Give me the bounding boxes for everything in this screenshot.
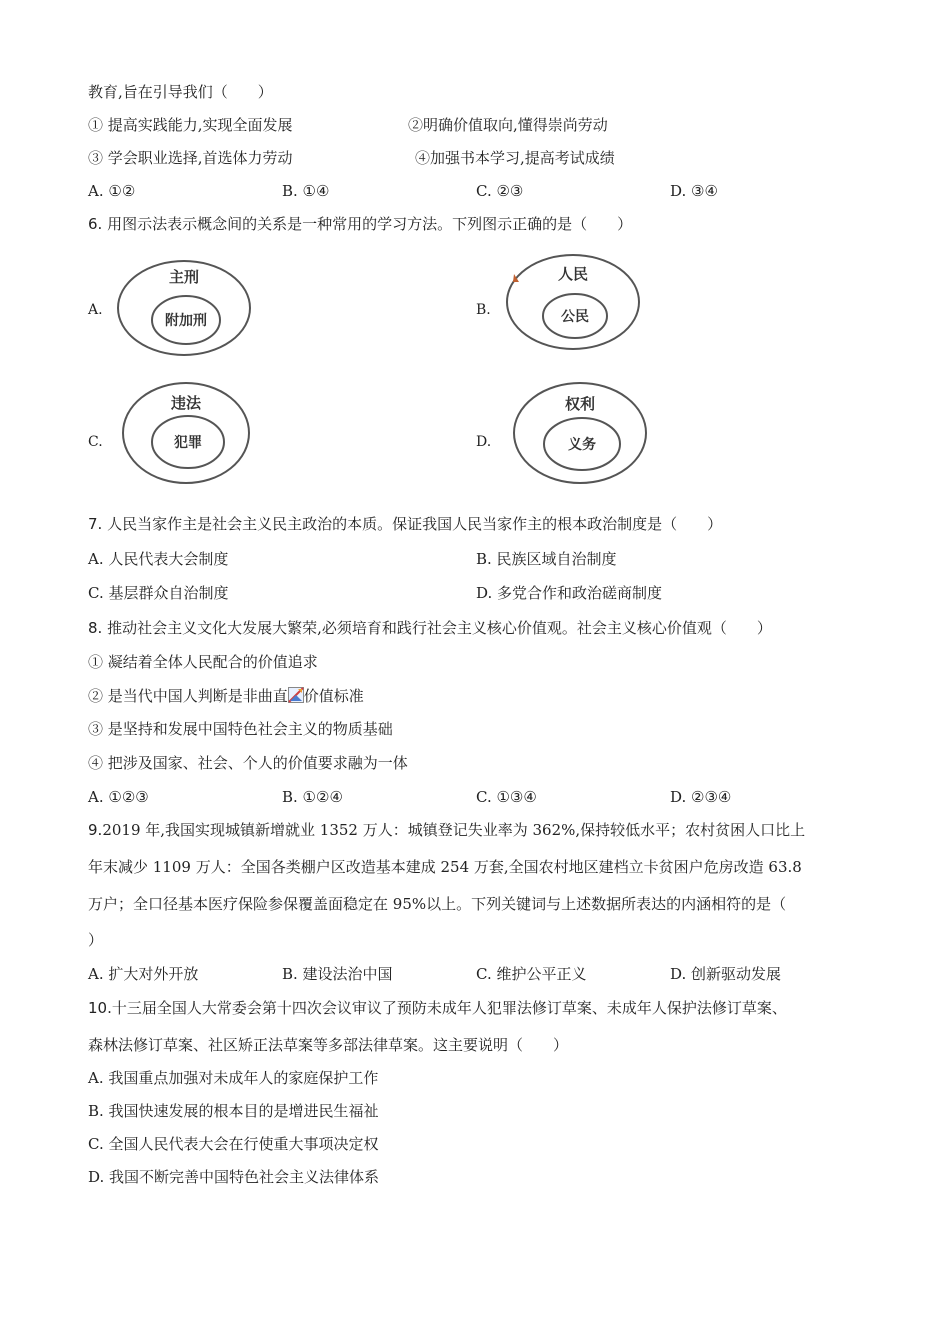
q6-number: 6. — [88, 215, 103, 233]
q8-statement-2 — [88, 686, 364, 706]
q6-stem-text: 用图示法表示概念间的关系是一种常用的学习方法。下列图示正确的是（ ） — [107, 215, 633, 233]
q5-option-a[interactable]: A. ①② — [88, 182, 136, 200]
q8-option-b[interactable]: B. ①②④ — [282, 788, 343, 806]
q5-option-d[interactable]: D. ③④ — [670, 182, 718, 200]
q7-option-d[interactable]: D. 多党合作和政治磋商制度 — [476, 584, 663, 602]
q5-statement-2: ②明确价值取向,懂得崇尚劳动 — [408, 116, 608, 134]
q8-statement-2-part-b: 价值标准 — [303, 687, 364, 705]
q5-option-c[interactable]: C. ②③ — [476, 182, 524, 200]
q5-option-b[interactable]: B. ①④ — [282, 182, 330, 200]
q10-option-c[interactable]: C. 全国人民代表大会在行使重大事项决定权 — [88, 1135, 379, 1153]
q6-diagram-d-outer: 权利 — [564, 395, 596, 413]
q9-line-3: 万户；全口径基本医疗保险参保覆盖面稳定在 95%以上。下列关键词与上述数据所表达的内涵相符的是（ — [88, 895, 787, 913]
q5-statement-1: ① 提高实践能力,实现全面发展 — [88, 116, 293, 134]
q6-diagram-b[interactable] — [505, 252, 641, 352]
q8-statement-3: ③ 是坚持和发展中国特色社会主义的物质基础 — [88, 720, 393, 738]
q6-diagram-d-inner: 义务 — [568, 437, 596, 453]
q6-stem — [88, 214, 632, 234]
q9-number: 9. — [88, 821, 103, 839]
q9-option-c[interactable]: C. 维护公平正义 — [476, 965, 587, 983]
q5-statement-3: ③ 学会职业选择,首选体力劳动 — [88, 149, 293, 167]
q10-line-1 — [88, 998, 787, 1018]
q9-option-a[interactable]: A. 扩大对外开放 — [88, 965, 199, 983]
q10-option-b[interactable]: B. 我国快速发展的根本目的是增进民生福祉 — [88, 1102, 379, 1120]
q8-statement-2-part-a: ② 是当代中国人判断是非曲直 — [88, 687, 288, 705]
q7-option-b[interactable]: B. 民族区域自治制度 — [476, 550, 617, 568]
q8-stem-text: 推动社会主义文化大发展大繁荣,必须培育和践行社会主义核心价值观。社会主义核心价值观（ ） — [107, 619, 772, 637]
q6-diagram-a[interactable] — [116, 258, 252, 358]
q7-option-c[interactable]: C. 基层群众自治制度 — [88, 584, 229, 602]
q8-stem — [88, 618, 772, 638]
q9-option-b[interactable]: B. 建设法治中国 — [282, 965, 393, 983]
q8-statement-1: ① 凝结着全体人民配合的价值追求 — [88, 653, 318, 671]
q10-option-d[interactable]: D. 我国不断完善中国特色社会主义法律体系 — [88, 1168, 380, 1186]
q8-option-c[interactable]: C. ①③④ — [476, 788, 537, 806]
q6-diagram-a-inner: 附加刑 — [165, 313, 207, 329]
q7-stem — [88, 514, 722, 534]
q10-line-1-text: 十三届全国人大常委会第十四次会议审议了预防未成年人犯罪法修订草案、未成年人保护法修订草案、 — [111, 999, 787, 1017]
q6-diagram-c-label[interactable]: C. — [88, 434, 103, 450]
q6-diagram-c-outer: 违法 — [170, 394, 202, 412]
q7-stem-text: 人民当家作主是社会主义民主政治的本质。保证我国人民当家作主的根本政治制度是（ ） — [107, 515, 723, 533]
q6-diagram-a-outer: 主刑 — [168, 268, 200, 286]
q9-option-d[interactable]: D. 创新驱动发展 — [670, 965, 782, 983]
q8-option-a[interactable]: A. ①②③ — [88, 788, 149, 806]
q6-diagram-b-inner: 公民 — [561, 309, 589, 325]
q6-diagram-d[interactable] — [512, 380, 648, 486]
q9-line-1 — [88, 820, 805, 840]
q6-diagram-b-outer: 人民 — [557, 265, 589, 283]
q5-statement-4: ④加强书本学习,提高考试成绩 — [415, 149, 615, 167]
q6-diagram-c-inner: 犯罪 — [174, 435, 202, 451]
q8-number: 8. — [88, 619, 103, 637]
q10-line-2: 森林法修订草案、社区矫正法草案等多部法律草案。这主要说明（ ） — [88, 1036, 569, 1054]
q6-diagram-a-label[interactable]: A. — [88, 302, 103, 318]
q6-diagram-b-label[interactable]: B. — [476, 302, 491, 318]
q9-line-1-text: 2019 年,我国实现城镇新增就业 1352 万人：城镇登记失业率为 362%,保持较低水平；农村贫困人口比上 — [102, 821, 806, 839]
q10-option-a[interactable]: A. 我国重点加强对未成年人的家庭保护工作 — [88, 1069, 379, 1087]
broken-image-icon — [288, 687, 304, 703]
q8-option-d[interactable]: D. ②③④ — [670, 788, 732, 806]
q9-line-4: ） — [88, 931, 104, 949]
q6-diagram-d-label[interactable]: D. — [476, 434, 492, 450]
q7-option-a[interactable]: A. 人民代表大会制度 — [88, 550, 229, 568]
q7-number: 7. — [88, 515, 103, 533]
q8-statement-4: ④ 把涉及国家、社会、个人的价值要求融为一体 — [88, 754, 408, 772]
q9-line-2: 年末减少 1109 万人：全国各类棚户区改造基本建成 254 万套,全国农村地区建档立卡贫困户危房改造 63.8 — [88, 858, 802, 876]
q6-diagram-c[interactable] — [121, 380, 251, 486]
q10-number: 10. — [88, 999, 112, 1017]
q5-stem-tail: 教育,旨在引导我们（ ） — [88, 83, 273, 101]
